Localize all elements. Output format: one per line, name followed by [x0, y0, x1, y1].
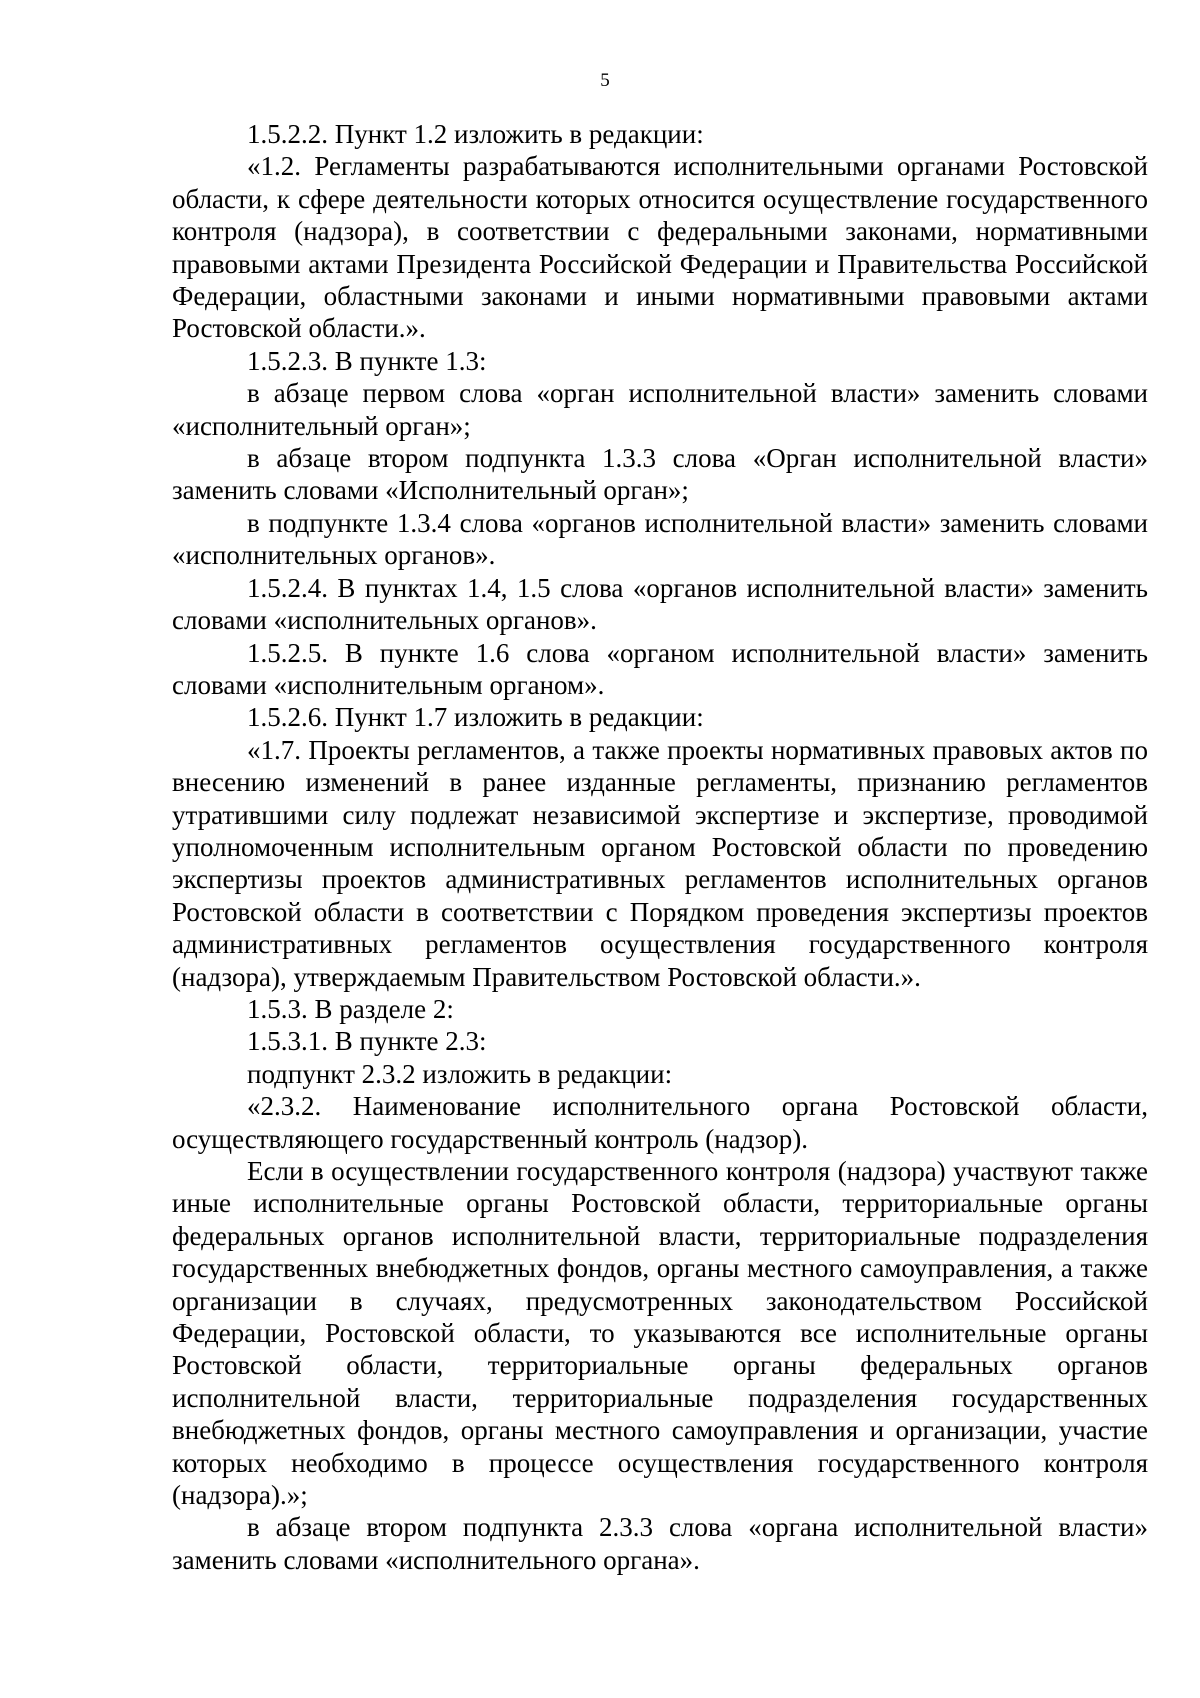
paragraph: в подпункте 1.3.4 слова «органов исполнительной власти» заменить словами «исполнительных органов». — [172, 507, 1148, 571]
paragraph: подпункт 2.3.2 изложить в редакции: — [247, 1058, 673, 1089]
paragraph: в абзаце втором подпункта 2.3.3 слова «органа исполнительной власти» заменить словами «исполнительного органа». — [172, 1512, 1148, 1575]
paragraph: 1.5.2.5. В пункте 1.6 слова «органом исполнительной власти» заменить словами «исполнительным органом». — [172, 637, 1148, 700]
paragraph: 1.5.2.4. В пунктах 1.4, 1.5 слова «органов исполнительной власти» заменить словами «исполнительных органов». — [172, 572, 1148, 636]
paragraph: «1.7. Проекты регламентов, а также проекты нормативных правовых актов по внесению изменений в ранее изданные регламенты, признанию регламентов утратившими силу подлежат независимой экспертизе и экспертизе, проводимой уполномоченным исполнительным органом Ростовской области по проведению экспертизы проектов административных регламентов исполнительных органов Ростовской области в соответствии с Порядком проведения экспертизы проектов административных регламентов осуществления государственного контроля (надзора), утверждаемым Правительством Ростовской области.». — [172, 734, 1148, 992]
paragraph: Если в осуществлении государственного контроля (надзора) участвуют также иные исполнительные органы Ростовской области, территориальные органы федеральных органов исполнительной власти, территориальные подразделения государственных внебюджетных фондов, органы местного самоуправления, а также организации в случаях, предусмотренных законодательством Российской Федерации, Ростовской области, то указываются все исполнительные органы Ростовской области, территориальные органы федеральных органов исполнительной власти, территориальные подразделения государственных внебюджетных фондов, органы местного самоуправления и организации, участие которых необходимо в процессе осуществления государственного контроля (надзора).»; — [172, 1156, 1148, 1511]
paragraph: 1.5.3. В разделе 2: — [247, 993, 454, 1024]
paragraph: 1.5.2.2. Пункт 1.2 изложить в редакции: — [247, 119, 704, 149]
paragraph: 1.5.2.3. В пункте 1.3: — [247, 345, 487, 376]
paragraph: 1.5.2.6. Пункт 1.7 изложить в редакции: — [247, 702, 704, 733]
paragraph: 1.5.3.1. В пункте 2.3: — [247, 1026, 487, 1057]
page-number: 5 — [600, 70, 610, 91]
paragraph: «1.2. Регламенты разрабатываются исполнительными органами Ростовской области, к сфере деятельности которых относится осуществление государственного контроля (надзора), в соответствии с федеральными законами, нормативными правовыми актами Президента Российской Федерации и Правительства Российской Федерации, областными законами и иными нормативными правовыми актами Ростовской области.». — [172, 151, 1148, 344]
paragraph: в абзаце первом слова «орган исполнительной власти» заменить словами «исполнительный орган»; — [172, 378, 1148, 441]
document-body — [172, 118, 1148, 1576]
paragraph: «2.3.2. Наименование исполнительного органа Ростовской области, осуществляющего государственный контроль (надзор). — [172, 1091, 1148, 1154]
paragraph: в абзаце втором подпункта 1.3.3 слова «Орган исполнительной власти» заменить словами «Исполнительный орган»; — [172, 443, 1148, 506]
